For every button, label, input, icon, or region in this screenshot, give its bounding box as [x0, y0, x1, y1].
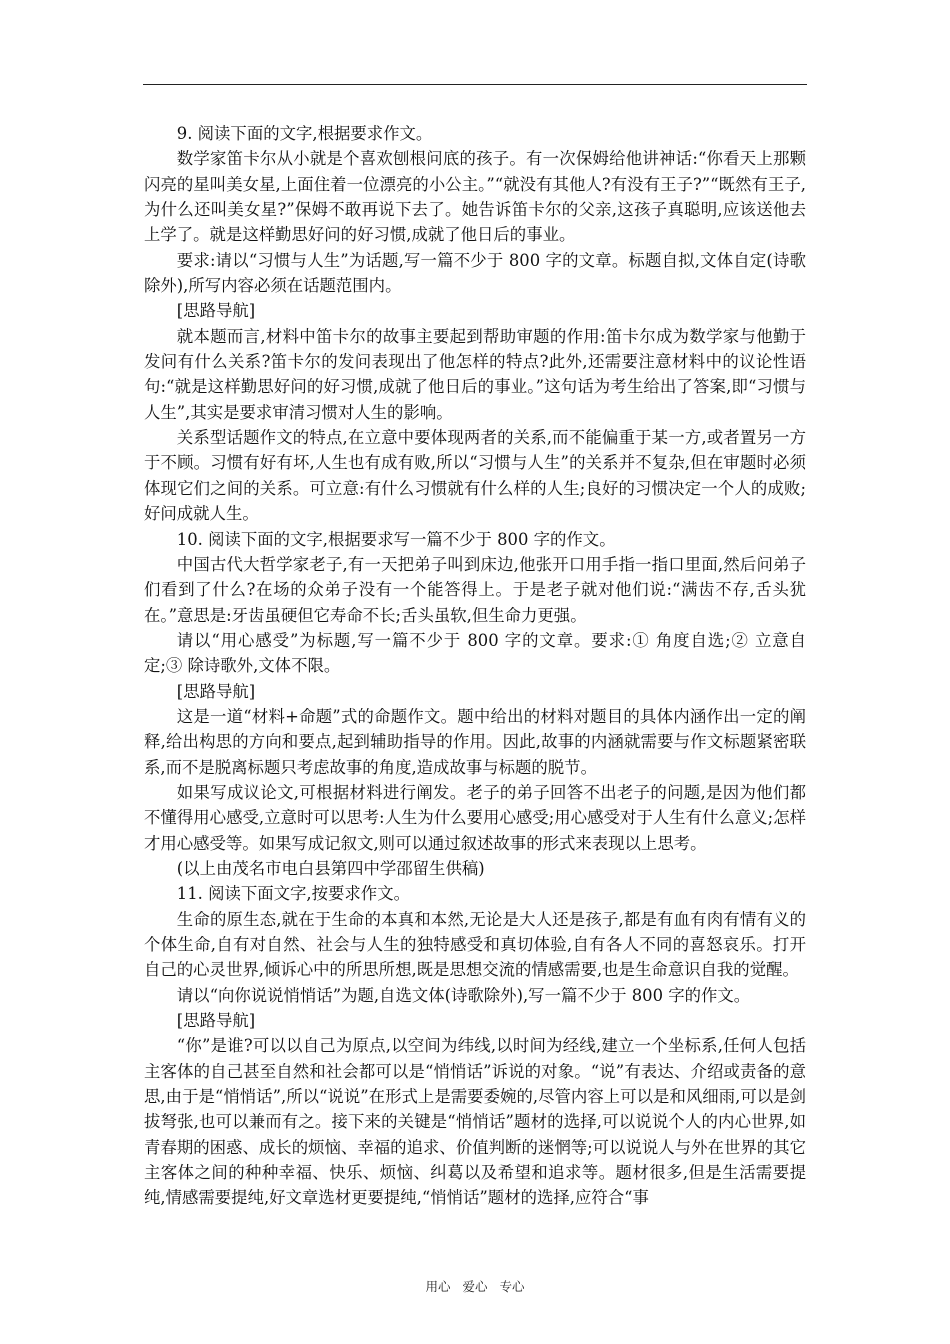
q11-material: 生命的原生态,就在于生命的本真和本然,无论是大人还是孩子,都是有血有肉有情有义的个体生命,自有对自然、社会与人生的独特感受和真切体验,自有各人不同的喜怒哀乐。打开自己的心灵世界,倾诉心中的所思所想,既是思想交流的情感需要,也是生命意识自我的觉醒。: [144, 909, 806, 980]
q10-guide-paragraph-2: 如果写成议论文,可根据材料进行阐发。老子的弟子回答不出老子的问题,是因为他们都不懂得用心感受,立意时可以思考:人生为什么要用心感受;用心感受对于人生有什么意义;怎样才用心感受等。如果写成记叙文,则可以通过叙述故事的形式来表现以上思考。: [144, 782, 806, 853]
q9-guide-paragraph-1: 就本题而言,材料中笛卡尔的故事主要起到帮助审题的作用:笛卡尔成为数学家与他勤于发问有什么关系?笛卡尔的发问表现出了他怎样的特点?此外,还需要注意材料中的议论性语句:“就是这样勤思好问的好习惯,成就了他日后的事业。”这句话为考生给出了答案,即“习惯与人生”,其实是要求审清习惯对人生的影响。: [144, 326, 806, 422]
header-rule: [143, 84, 807, 85]
contributor-note: (以上由茂名市电白县第四中学邵留生供稿): [176, 858, 485, 878]
q10-material: 中国古代大哲学家老子,有一天把弟子叫到床边,他张开口用手指一指口里面,然后问弟子们看到了什么?在场的众弟子没有一个能答得上。于是老子就对他们说:“满齿不存,舌头犹在。”意思是:牙齿虽硬但它寿命不长;舌头虽软,但生命力更强。: [144, 554, 806, 625]
q10-guide-paragraph-1: 这是一道“材料+命题”式的命题作文。题中给出的材料对题目的具体内涵作出一定的阐释,给出构思的方向和要点,起到辅助指导的作用。因此,故事的内涵就需要与作文标题紧密联系,而不是脱离标题只考虑故事的角度,造成故事与标题的脱节。: [144, 706, 806, 777]
body-text: [144, 121, 806, 1211]
page-footer: 用心 爱心 专心: [425, 1279, 525, 1294]
q11-heading: 11. 阅读下面文字,按要求作文。: [176, 884, 410, 904]
q10-heading: 10. 阅读下面的文字,根据要求写一篇不少于 800 字的作文。: [176, 529, 616, 549]
q9-heading: 9. 阅读下面的文字,根据要求作文。: [176, 124, 433, 143]
q11-guide-heading: [思路导航]: [176, 1011, 256, 1031]
q9-material: 数学家笛卡尔从小就是个喜欢刨根问底的孩子。有一次保姆给他讲神话:“你看天上那颗闪亮的星叫美女星,上面住着一位漂亮的小公主。”“就没有其他人?有没有王子?”“既然有王子,为什么还叫美女星?”保姆不敢再说下去了。她告诉笛卡尔的父亲,这孩子真聪明,应该送他去上学了。就是这样勤思好问的好习惯,成就了他日后的事业。: [144, 149, 806, 245]
q10-guide-heading: [思路导航]: [176, 681, 256, 701]
q9-requirement: 要求:请以“习惯与人生”为话题,写一篇不少于 800 字的文章。标题自拟,文体自定(诗歌除外),所写内容必须在话题范围内。: [144, 250, 806, 296]
q11-guide-paragraph-1: “你”是谁?可以以自己为原点,以空间为纬线,以时间为经线,建立一个坐标系,任何人包括主客体的自己甚至自然和社会都可以是“悄悄话”诉说的对象。“说”有表达、介绍或责备的意思,由于是“悄悄话”,所以“说说”在形式上是需要委婉的,尽管内容上可以是和风细雨,可以是剑拔弩张,也可以兼而有之。接下来的关键是“悄悄话”题材的选择,可以说说个人的内心世界,如青春期的困惑、成长的烦恼、幸福的追求、价值判断的迷惘等;可以说说人与外在世界的其它主客体之间的种种幸福、快乐、烦恼、纠葛以及希望和追求等。题材很多,但是生活需要提纯,情感需要提纯,好文章选材更要提纯,“悄悄话”题材的选择,应符合“事: [144, 1036, 806, 1208]
q11-requirement: 请以“向你说说悄悄话”为题,自选文体(诗歌除外),写一篇不少于 800 字的作文。: [176, 985, 751, 1005]
q9-guide-paragraph-2: 关系型话题作文的特点,在立意中要体现两者的关系,而不能偏重于某一方,或者置另一方于不顾。习惯有好有坏,人生也有成有败,所以“习惯与人生”的关系并不复杂,但在审题时必须体现它们之间的关系。可立意:有什么习惯就有什么样的人生;良好的习惯决定一个人的成败;好问成就人生。: [144, 428, 806, 524]
q9-guide-heading: [思路导航]: [176, 301, 256, 321]
q10-requirement: 请以“用心感受”为标题,写一篇不少于 800 字的文章。要求:① 角度自选;② 立意自定;③ 除诗歌外,文体不限。: [144, 630, 806, 676]
